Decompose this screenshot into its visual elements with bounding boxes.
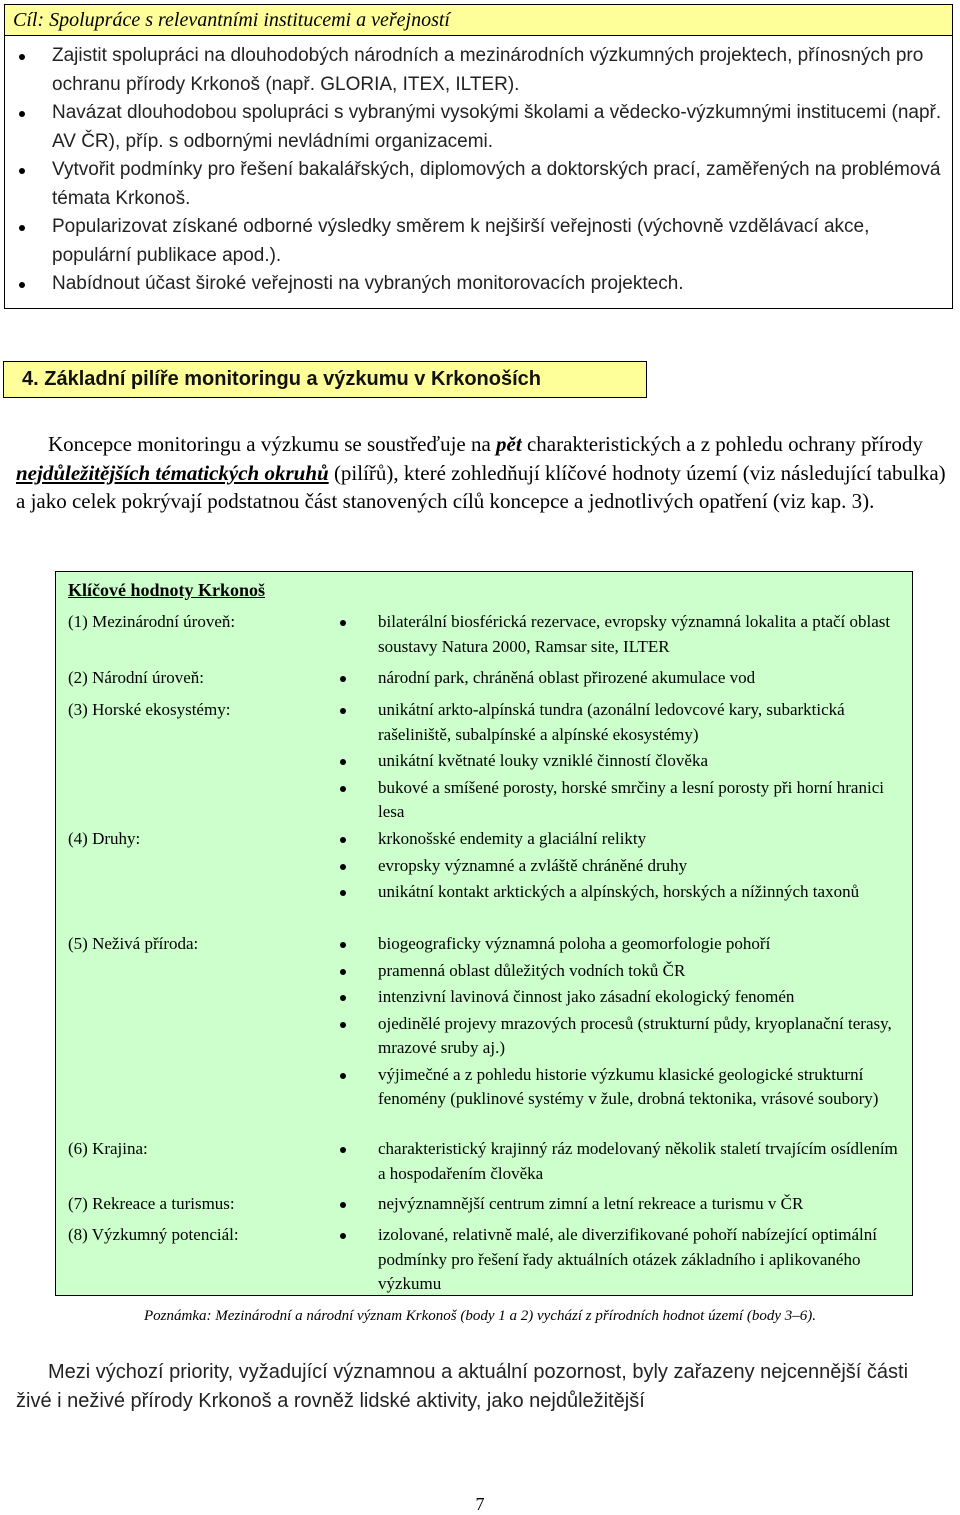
key-value-item: bilaterální biosférická rezervace, evropsky významná lokalita a ptačí oblast soustavy Natura 2000, Ramsar site, ILTER <box>378 610 912 659</box>
key-value-item: unikátní květnaté louky vzniklé činností člověka <box>378 749 912 774</box>
page-number: 7 <box>475 1494 485 1514</box>
key-values-table <box>55 571 913 1296</box>
goal-item: Navázat dlouhodobou spolupráci s vybranými vysokými školami a vědecko-výzkumnými institucemi (např. AV ČR), příp. s odbornými nevládními organizacemi. <box>5 99 952 156</box>
bullet-icon <box>19 168 25 174</box>
key-value-item: bukové a smíšené porosty, horské smrčiny a lesní porosty při horní hranici lesa <box>378 776 912 825</box>
key-value-row <box>56 1223 912 1297</box>
key-value-item: pramenná oblast důležitých vodních toků ČR <box>378 959 912 984</box>
intro-emphasis: pět <box>496 432 522 456</box>
bullet-icon <box>340 676 346 682</box>
intro-paragraph: Koncepce monitoringu a výzkumu se soustřeďuje na pět charakteristických a z pohledu ochrany přírody nejdůležitějších tématických okruhů (pilířů), které zohledňují klíčové hodnoty území (viz následující tabulka) a jako celek pokrývají podstatnou část stanovených cílů koncepce a jednotlivých opatření (viz kap. 3). <box>16 432 946 513</box>
key-values-title: Klíčové hodnoty Krkonoš <box>68 580 266 600</box>
key-value-item: ojedinělé projevy mrazových procesů (strukturní půdy, kryoplanační terasy, mrazové sruby aj.) <box>378 1012 912 1061</box>
intro-emphasis: nejdůležitějších tématických okruhů <box>16 460 329 485</box>
bullet-icon <box>340 759 346 765</box>
key-value-label: (2) Národní úroveň: <box>68 668 204 687</box>
bullet-icon <box>340 620 346 626</box>
bullet-icon <box>340 942 346 948</box>
bullet-icon <box>19 225 25 231</box>
key-value-row <box>56 698 912 825</box>
key-value-label: (8) Výzkumný potenciál: <box>68 1225 239 1244</box>
bullet-icon <box>340 864 346 870</box>
bullet-icon <box>340 969 346 975</box>
bullet-icon <box>340 837 346 843</box>
key-value-item: charakteristický krajinný ráz modelovaný několik staletí trvajícím osídlením a hospodařením člověka <box>378 1137 912 1186</box>
goal-box <box>4 4 953 309</box>
bullet-icon <box>340 1202 346 1208</box>
key-value-label: (6) Krajina: <box>68 1139 148 1158</box>
goal-title: Cíl: Spolupráce s relevantními institucemi a veřejností <box>5 5 952 36</box>
key-value-item: intenzivní lavinová činnost jako zásadní ekologický fenomén <box>378 985 912 1010</box>
goal-item: Vytvořit podmínky pro řešení bakalářských, diplomových a doktorských prací, zaměřených na problémová témata Krkonoš. <box>5 156 952 213</box>
key-value-item: výjimečné a z pohledu historie výzkumu klasické geologické strukturní fenomény (puklinové systémy v žule, drobná tektonika, vrásové soubory) <box>378 1063 912 1112</box>
key-value-item: národní park, chráněná oblast přirozené akumulace vod <box>378 666 912 691</box>
key-value-item: unikátní kontakt arktických a alpínských, horských a nížinných taxonů <box>378 880 912 905</box>
bullet-icon <box>340 1147 346 1153</box>
bullet-icon <box>19 111 25 117</box>
section-heading: 4. Základní pilíře monitoringu a výzkumu v Krkonoších <box>3 361 647 398</box>
bullet-icon <box>340 1022 346 1028</box>
key-value-item: nejvýznamnější centrum zimní a letní rekreace a turismu v ČR <box>378 1192 912 1217</box>
key-value-row <box>56 827 912 905</box>
bullet-icon <box>340 890 346 896</box>
key-value-row <box>56 666 912 691</box>
goal-item: Zajistit spolupráci na dlouhodobých národních a mezinárodních výzkumných projektech, přínosných pro ochranu přírody Krkonoš (např. GLORIA, ITEX, ILTER). <box>5 42 952 99</box>
key-value-item: biogeograficky významná poloha a geomorfologie pohoří <box>378 932 912 957</box>
goal-item: Popularizovat získané odborné výsledky směrem k nejširší veřejnosti (výchovně vzdělávací akce, populární publikace apod.). <box>5 213 952 270</box>
key-value-label: (1) Mezinárodní úroveň: <box>68 612 236 631</box>
key-value-item: krkonošské endemity a glaciální relikty <box>378 827 912 852</box>
bullet-icon <box>340 708 346 714</box>
key-value-label: (3) Horské ekosystémy: <box>68 700 231 719</box>
bullet-icon <box>340 1073 346 1079</box>
bullet-icon <box>340 1233 346 1239</box>
goal-item: Nabídnout účast široké veřejnosti na vybraných monitorovacích projektech. <box>5 270 952 299</box>
key-value-row <box>56 1137 912 1186</box>
key-value-item: evropsky významné a zvláště chráněné druhy <box>378 854 912 879</box>
key-value-label: (7) Rekreace a turismus: <box>68 1194 235 1213</box>
key-value-row <box>56 932 912 1112</box>
key-value-row <box>56 610 912 659</box>
goal-list <box>5 36 952 299</box>
key-value-item: izolované, relativně malé, ale diverzifikované pohoří nabízející optimální podmínky pro řešení řady aktuálních otázek základního i aplikovaného výzkumu <box>378 1223 912 1297</box>
key-value-row <box>56 1192 912 1217</box>
closing-paragraph: Mezi výchozí priority, vyžadující významnou a aktuální pozornost, byly zařazeny nejcennější části živé i neživé přírody Krkonoš a rovněž lidské aktivity, jako nejdůležitější <box>16 1361 909 1412</box>
bullet-icon <box>19 54 25 60</box>
table-note: Poznámka: Mezinárodní a národní význam Krkonoš (body 1 a 2) vychází z přírodních hodnot území (body 3–6). <box>144 1308 816 1324</box>
bullet-icon <box>340 995 346 1001</box>
key-value-label: (5) Neživá příroda: <box>68 934 199 953</box>
bullet-icon <box>19 282 25 288</box>
bullet-icon <box>340 786 346 792</box>
key-value-item: unikátní arkto-alpínská tundra (azonální ledovcové kary, subarktická rašeliniště, subalpínské a alpínské ekosystémy) <box>378 698 912 747</box>
key-value-label: (4) Druhy: <box>68 829 141 848</box>
